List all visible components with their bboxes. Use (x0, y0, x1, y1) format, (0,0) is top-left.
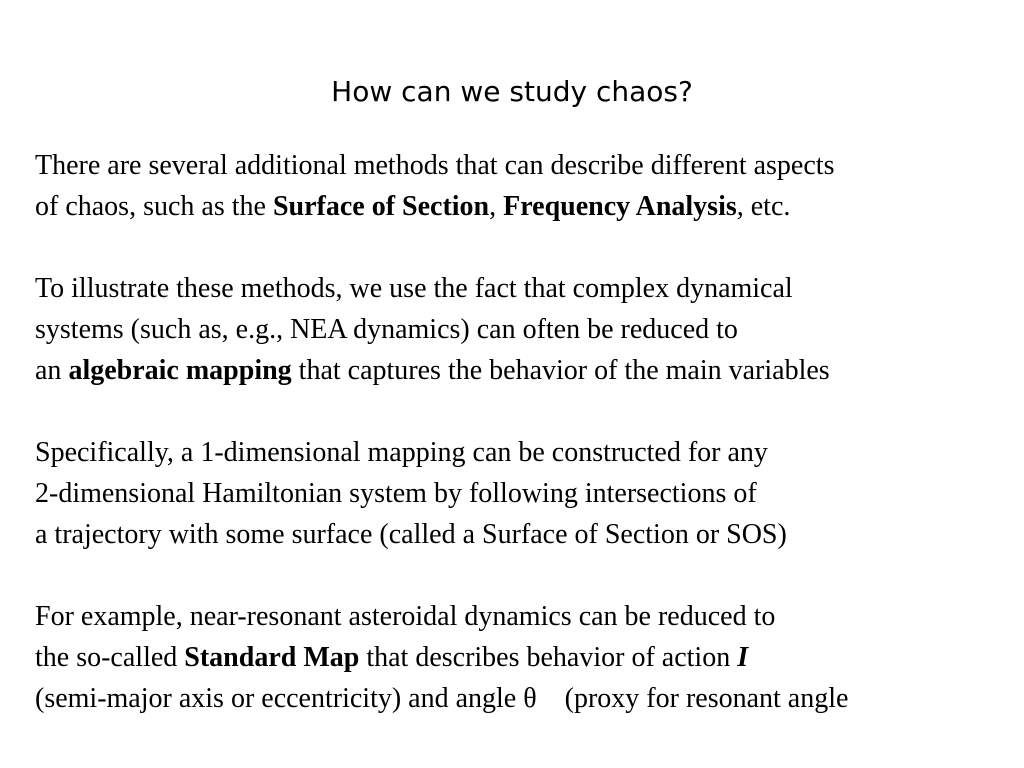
text-line: Specifically, a 1-dimensional mapping can be constructed for any (35, 437, 768, 468)
slide-title: How can we study chaos? (331, 75, 693, 108)
text-line (35, 186, 1024, 227)
action-variable-symbol: I (737, 642, 749, 673)
text-segment: (semi-major axis or eccentricity) and angle θ (35, 683, 537, 714)
text-line: 2-dimensional Hamiltonian system by following intersections of (35, 478, 757, 509)
text-segment: the so-called (35, 642, 185, 673)
text-segment: that captures the behavior of the main variables (291, 355, 830, 386)
text-segment: an (35, 355, 69, 386)
frequency-analysis-term: Frequency Analysis (503, 191, 737, 222)
paragraph-methods (35, 145, 1024, 227)
text-line (35, 350, 1024, 391)
paragraph-mapping (35, 268, 1024, 391)
text-segment: of chaos, such as the (35, 191, 273, 222)
text-segment: that describes behavior of action (359, 642, 738, 673)
text-line: systems (such as, e.g., NEA dynamics) can often be reduced to (35, 314, 738, 345)
text-segment: , etc. (736, 191, 791, 222)
paragraph-standard-map (35, 596, 1024, 719)
text-line (35, 678, 1024, 719)
text-line: For example, near-resonant asteroidal dynamics can be reduced to (35, 601, 776, 632)
slide-body (35, 145, 1024, 760)
surface-of-section-term: Surface of Section (272, 191, 490, 222)
text-segment: (proxy for resonant angle (564, 683, 849, 714)
paragraph-sos (35, 432, 1024, 555)
algebraic-mapping-term: algebraic mapping (68, 355, 292, 386)
standard-map-term: Standard Map (184, 642, 360, 673)
text-line: To illustrate these methods, we use the fact that complex dynamical (35, 273, 793, 304)
text-line: There are several additional methods that can describe different aspects (35, 150, 835, 181)
text-segment: , (489, 191, 504, 222)
text-line (35, 637, 1024, 678)
text-line: a trajectory with some surface (called a Surface of Section or SOS) (35, 519, 787, 550)
